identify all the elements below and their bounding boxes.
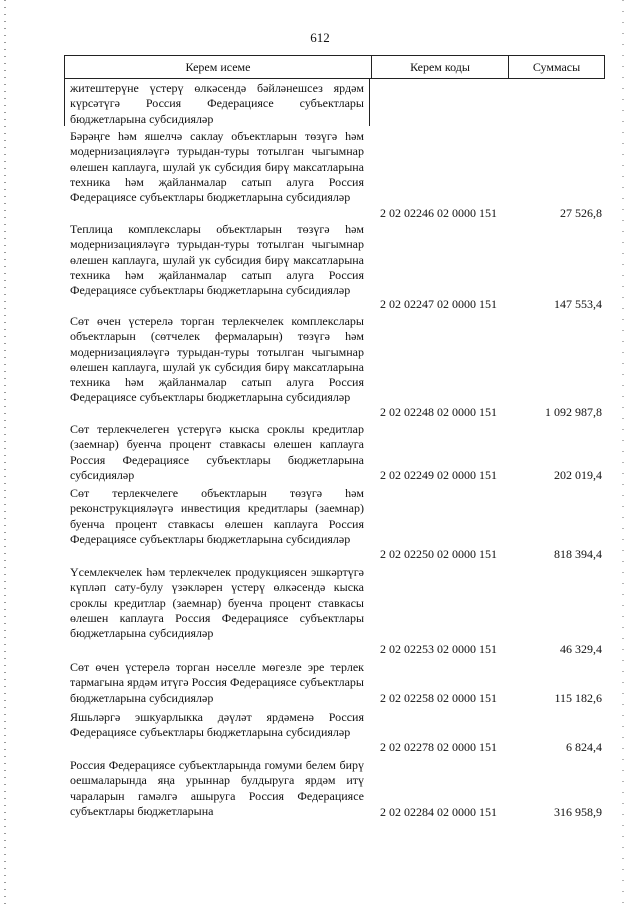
row-sum: 316 958,9 bbox=[554, 805, 602, 819]
row-name: Сөт өчен үстерелә торган нәселле мөгезле эре терлек тармагына ярдәм итүгә Россия Федерациясе субъектлары бюджетларына субсидияләр bbox=[70, 660, 364, 705]
row-code: 2 02 02248 02 0000 151 bbox=[380, 405, 497, 419]
row-code: 2 02 02278 02 0000 151 bbox=[380, 740, 497, 754]
row-sum: 1 092 987,8 bbox=[545, 405, 602, 419]
row-code: 2 02 02258 02 0000 151 bbox=[380, 691, 497, 705]
row-code: 2 02 02246 02 0000 151 bbox=[380, 206, 497, 220]
row-sum: 6 824,4 bbox=[566, 740, 602, 754]
row-name: Теплица комплекслары объектларын төзүгә һәм модернизацияләүгә турыдан-туры тотылган чыгымнар өлешен каплауга, шулай ук субсидия бирү максатларына техника һәм җайланмалар сатып алуга Россия Федерациясе субъектлары бюджетларына субсидияләр bbox=[70, 222, 364, 298]
row-code: 2 02 02250 02 0000 151 bbox=[380, 547, 497, 561]
scan-right-dots bbox=[622, 0, 624, 905]
table-header bbox=[64, 55, 605, 79]
page-number: 612 bbox=[310, 30, 330, 45]
row-name: Сөт терлекчелеген үстерүгә кыска сроклы кредитлар (заемнар) буенча процент ставкасы өлешен каплауга Россия Федерациясе субъектлары бюджетларына субсидияләр bbox=[70, 422, 364, 482]
row-sum: 115 182,6 bbox=[554, 691, 602, 705]
row-sum: 202 019,4 bbox=[554, 468, 602, 482]
row-sum: 46 329,4 bbox=[560, 642, 602, 656]
row-code: 2 02 02284 02 0000 151 bbox=[380, 805, 497, 819]
row-name: Сөт терлекчелеге объектларын төзүгә һәм реконструкцияләүгә инвестиция кредитлары (заемнар) буенча процент ставкасы өлешен каплауга Россия Федерациясе субъектлары бюджетларына субсидияләр bbox=[70, 486, 364, 546]
row-sum: 27 526,8 bbox=[560, 206, 602, 220]
row-code: 2 02 02247 02 0000 151 bbox=[380, 297, 497, 311]
scan-edge-dots bbox=[4, 0, 6, 905]
row-code: 2 02 02249 02 0000 151 bbox=[380, 468, 497, 482]
row-sum: 147 553,4 bbox=[554, 297, 602, 311]
header-name: Керем исеме bbox=[65, 56, 372, 78]
row-name: Бәрәңге һәм яшелчә саклау объектларын төзүгә һәм модернизацияләүгә турыдан-туры тотылган чыгымнар өлешен каплауга, шулай ук субсидия бирү максатларына техника һәм җайланмалар сатып алуга Россия Федерациясе субъектлары бюджетларына субсидияләр bbox=[70, 129, 364, 205]
row-name: Сөт өчен үстерелә торган терлекчелек комплекслары объектларын (сөтчелек фермаларын) төзүгә һәм модернизацияләүгә турыдан-туры тотылган чыгымнар өлешен каплауга, шулай ук субсидия бирү максатларына техника һәм җайланмалар сатып алуга Россия Федерациясе субъектлары бюджетларына субсидияләр bbox=[70, 314, 364, 405]
row-name: Үсемлекчелек һәм терлекчелек продукциясен эшкәртүгә күпләп сату-булу үзәкләрен үстерү өлкәсендә кыска сроклы кредитлар (заемнар) буенча процент ставкасы өлешен каплауга Россия Федерациясе субъектлары бюджетларына субсидияләр bbox=[70, 565, 364, 641]
header-code: Керем коды bbox=[372, 56, 509, 78]
row-name: Яшьләргә эшкуарлыкка дәүләт ярдәменә Россия Федерациясе субъектлары бюджетларына субсидияләр bbox=[70, 710, 364, 740]
header-sum: Суммасы bbox=[532, 59, 581, 74]
row-sum: 818 394,4 bbox=[554, 547, 602, 561]
continuation-text: житештерүне үстерү өлкәсендә бәйләнешсез ярдәм күрсәтүгә Россия Федерациясе субъектлары бюджетларына субсидияләр bbox=[70, 81, 364, 126]
row-name: Россия Федерациясе субъектларында гомуми белем бирү оешмаларында яңа урыннар булдыруга ярдәм итү чараларын гамәлгә ашыруга Россия Федерациясе субъектлары бюджетларына bbox=[70, 758, 364, 818]
row-code: 2 02 02253 02 0000 151 bbox=[380, 642, 497, 656]
